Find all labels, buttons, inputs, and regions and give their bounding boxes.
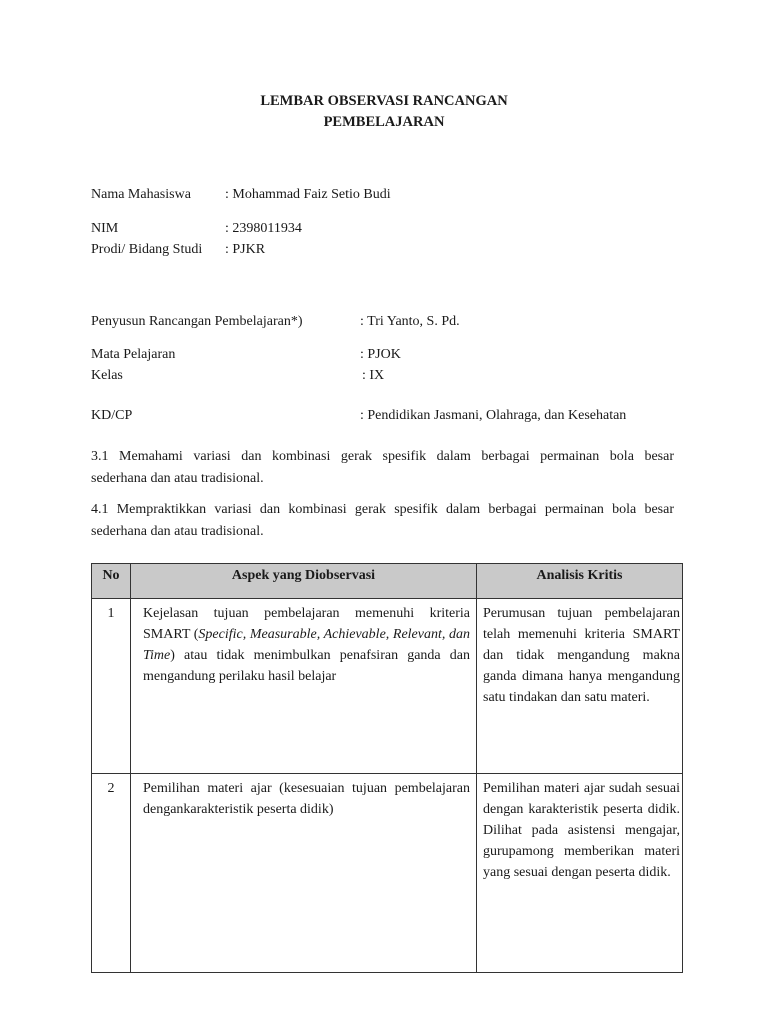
competency-4-1-line2: sederhana dan atau tradisional. — [91, 524, 264, 539]
header-aspect: Aspek yang Diobservasi — [131, 564, 477, 599]
table-row — [92, 599, 683, 774]
competency-4-1-line1: 4.1 Mempraktikkan variasi dan kombinasi gerak spesifik dalam berbagai permainan bola besar — [91, 502, 674, 517]
plan-class-label: Kelas — [91, 368, 123, 383]
competency-3-1 — [91, 446, 674, 490]
table-header-row — [92, 564, 683, 599]
row-aspect-italic: Specific, Measurable, Achievable, Relevant, dan Time — [143, 627, 470, 663]
row-aspect-text: Kejelasan tujuan pembelajaran memenuhi kriteria SMART ( — [143, 606, 470, 642]
competency-4-1 — [91, 499, 674, 543]
document-title-line2: PEMBELAJARAN — [323, 114, 445, 130]
student-prodi-value: : PJKR — [225, 242, 266, 257]
document-title-line1: LEMBAR OBSERVASI RANCANGAN — [260, 93, 508, 109]
student-nim-value: : 2398011934 — [225, 221, 302, 236]
row-number: 1 — [92, 599, 131, 774]
row-analysis: Perumusan tujuan pembelajaran telah memenuhi kriteria SMART dan tidak mengandung makna ganda dimana hanya mengandung satu tindakan dan satu materi. — [477, 599, 683, 774]
table-row — [92, 774, 683, 973]
row-aspect — [131, 774, 477, 973]
header-no: No — [92, 564, 131, 599]
plan-kdcp-value: : Pendidikan Jasmani, Olahraga, dan Kesehatan — [360, 408, 627, 423]
row-aspect — [131, 599, 477, 774]
plan-author-value: : Tri Yanto, S. Pd. — [360, 314, 460, 329]
row-analysis: Pemilihan materi ajar sudah sesuai dengan karakteristik peserta didik. Dilihat pada asistensi mengajar, gurupamong memberikan materi yang sesuai dengan peserta didik. — [477, 774, 683, 973]
student-prodi-label: Prodi/ Bidang Studi — [91, 242, 203, 257]
header-analysis: Analisis Kritis — [477, 564, 683, 599]
student-name-value: : Mohammad Faiz Setio Budi — [225, 187, 391, 202]
row-number: 2 — [92, 774, 131, 973]
plan-kdcp-label: KD/CP — [91, 408, 133, 423]
plan-class-value: : IX — [362, 368, 385, 383]
observation-table — [91, 563, 683, 973]
student-name-label: Nama Mahasiswa — [91, 187, 191, 202]
plan-subject-value: : PJOK — [360, 347, 401, 362]
row-aspect-text-end: ) atau tidak menimbulkan penafsiran ganda dan mengandung perilaku hasil belajar — [143, 648, 470, 684]
competency-3-1-line1: 3.1 Memahami variasi dan kombinasi gerak spesifik dalam berbagai permainan bola besar — [91, 449, 674, 464]
student-nim-label: NIM — [91, 221, 119, 236]
competency-3-1-line2: sederhana dan atau tradisional. — [91, 471, 264, 486]
plan-subject-label: Mata Pelajaran — [91, 347, 176, 362]
row-aspect-text: Pemilihan materi ajar (kesesuaian tujuan pembelajaran dengankarakteristik peserta didik) — [143, 781, 470, 817]
plan-author-label: Penyusun Rancangan Pembelajaran*) — [91, 314, 303, 329]
